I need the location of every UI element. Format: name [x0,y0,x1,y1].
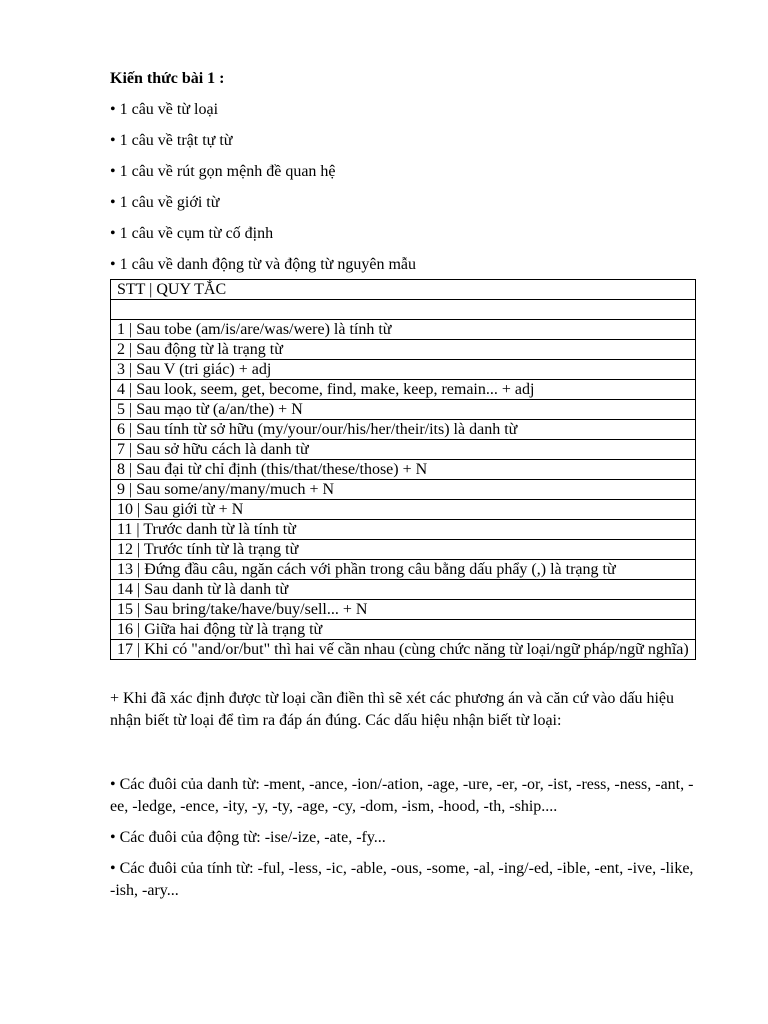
table-row [111,360,696,380]
table-row [111,520,696,540]
table-row [111,420,696,440]
topic-item: • 1 câu về cụm từ cố định [110,225,274,242]
table-cell: 11 | Trước danh từ là tính từ [111,520,696,540]
table-row [111,320,696,340]
rules-table [110,279,696,660]
table-row [111,540,696,560]
table-row [111,620,696,640]
topic-item: • 1 câu về danh động từ và động từ nguyên mẫu [110,256,416,273]
table-cell: 7 | Sau sở hữu cách là danh từ [111,440,696,460]
table-cell: 3 | Sau V (tri giác) + adj [111,360,696,380]
table-header-row [111,280,696,300]
table-cell: 15 | Sau bring/take/have/buy/sell... + N [111,600,696,620]
table-cell: 4 | Sau look, seem, get, become, find, make, keep, remain... + adj [111,380,696,400]
table-cell: 13 | Đứng đầu câu, ngăn cách với phần trong câu bằng dấu phẩy (,) là trạng từ [111,560,696,580]
table-cell: 1 | Sau tobe (am/is/are/was/were) là tính từ [111,320,696,340]
intro-paragraph: + Khi đã xác định được từ loại cần điền thì sẽ xét các phương án và căn cứ vào dấu hiệu nhận biết từ loại để tìm ra đáp án đúng. Các dấu hiệu nhận biết từ loại: [110,690,674,729]
topic-item: • 1 câu về giới từ [110,194,220,211]
table-cell: 9 | Sau some/any/many/much + N [111,480,696,500]
topic-item: • 1 câu về rút gọn mệnh đề quan hệ [110,163,336,180]
table-cell: 17 | Khi có "and/or/but" thì hai vế cần nhau (cùng chức năng từ loại/ngữ pháp/ngữ nghĩa) [111,640,696,660]
topic-item: • 1 câu về từ loại [110,101,219,118]
table-row [111,640,696,660]
document-page [110,68,700,902]
table-row [111,500,696,520]
table-cell [111,300,696,320]
table-cell: 16 | Giữa hai động từ là trạng từ [111,620,696,640]
table-row [111,600,696,620]
table-row [111,440,696,460]
table-cell: 10 | Sau giới từ + N [111,500,696,520]
lesson-heading: Kiến thức bài 1 : [110,70,225,87]
table-row [111,480,696,500]
table-header-cell: STT | QUY TẮC [111,280,696,300]
noun-suffixes: • Các đuôi của danh từ: -ment, -ance, -ion/-ation, -age, -ure, -er, -or, -ist, -ress, -ness, -ant, -ee, -ledge, -ence, -ity, -y, -ty, -age, -cy, -dom, -ism, -hood, -th, -ship.... [110,776,694,815]
table-cell: 6 | Sau tính từ sở hữu (my/your/our/his/her/their/its) là danh từ [111,420,696,440]
table-row [111,400,696,420]
table-cell: 5 | Sau mạo từ (a/an/the) + N [111,400,696,420]
table-row [111,580,696,600]
table-row [111,460,696,480]
topic-list [110,99,700,276]
table-cell: 14 | Sau danh từ là danh từ [111,580,696,600]
adjective-suffixes: • Các đuôi của tính từ: -ful, -less, -ic, -able, -ous, -some, -al, -ing/-ed, -ible, -ent, -ive, -like, -ish, -ary... [110,860,694,899]
table-cell: 8 | Sau đại từ chỉ định (this/that/these/those) + N [111,460,696,480]
verb-suffixes: • Các đuôi của động từ: -ise/-ize, -ate, -fy... [110,829,386,846]
table-row [111,380,696,400]
topic-item: • 1 câu về trật tự từ [110,132,233,149]
table-row [111,340,696,360]
table-row [111,300,696,320]
table-row [111,560,696,580]
table-cell: 12 | Trước tính từ là trạng từ [111,540,696,560]
table-cell: 2 | Sau động từ là trạng từ [111,340,696,360]
